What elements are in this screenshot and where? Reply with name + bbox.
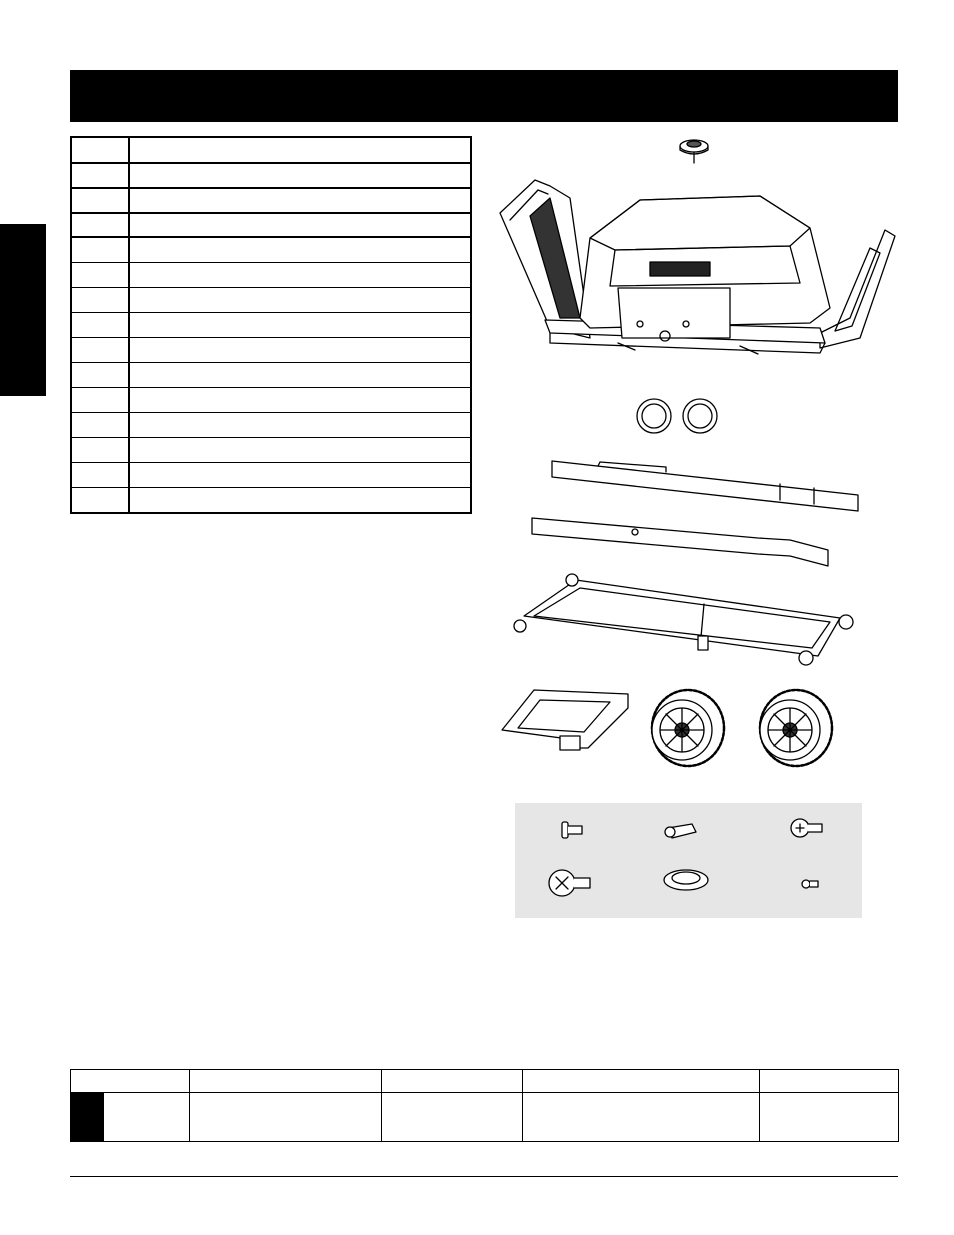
parts-table-row-line [72, 437, 470, 438]
control-knob-icon [637, 399, 717, 433]
parts-table [70, 136, 472, 514]
side-tab [0, 224, 46, 396]
grommet-icon [664, 870, 708, 890]
parts-table-row-line [72, 487, 470, 488]
parts-table-row-line [72, 412, 470, 413]
bottom-table-column-divider [381, 1070, 382, 1141]
parts-table-row-line [72, 287, 470, 288]
parts-illustration [490, 128, 910, 928]
parts-table-row-line [72, 362, 470, 363]
bottom-table [70, 1069, 899, 1142]
parts-table-row-line [72, 337, 470, 338]
parts-table-row-line [72, 312, 470, 313]
parts-table-row-line [72, 387, 470, 388]
wheel-icon [760, 690, 832, 766]
bottom-table-column-divider [189, 1070, 190, 1141]
frame-rail-icon [532, 461, 858, 566]
parts-table-row-line [72, 162, 470, 164]
screw-icon [791, 819, 822, 837]
grill-icon [500, 180, 895, 354]
screw-icon [549, 870, 590, 896]
handle-icon [502, 690, 628, 750]
parts-table-row-line [72, 236, 470, 238]
parts-table-row-line [72, 462, 470, 463]
screw-icon [802, 880, 818, 888]
cart-base-icon [514, 574, 853, 665]
screw-icon [562, 822, 582, 838]
wheel-icon [652, 690, 724, 766]
control-knob-icon [680, 140, 708, 163]
bottom-table-header [71, 1070, 898, 1093]
bottom-table-marker [71, 1092, 104, 1141]
title-bar [70, 70, 898, 122]
footer-rule [70, 1176, 898, 1177]
bottom-table-column-divider [522, 1070, 523, 1141]
parts-table-row-line [72, 212, 470, 214]
parts-table-row-line [72, 262, 470, 263]
parts-table-row-line [72, 187, 470, 189]
screw-icon [665, 824, 696, 838]
parts-table-column-divider [128, 138, 130, 512]
bottom-table-column-divider [759, 1070, 760, 1141]
